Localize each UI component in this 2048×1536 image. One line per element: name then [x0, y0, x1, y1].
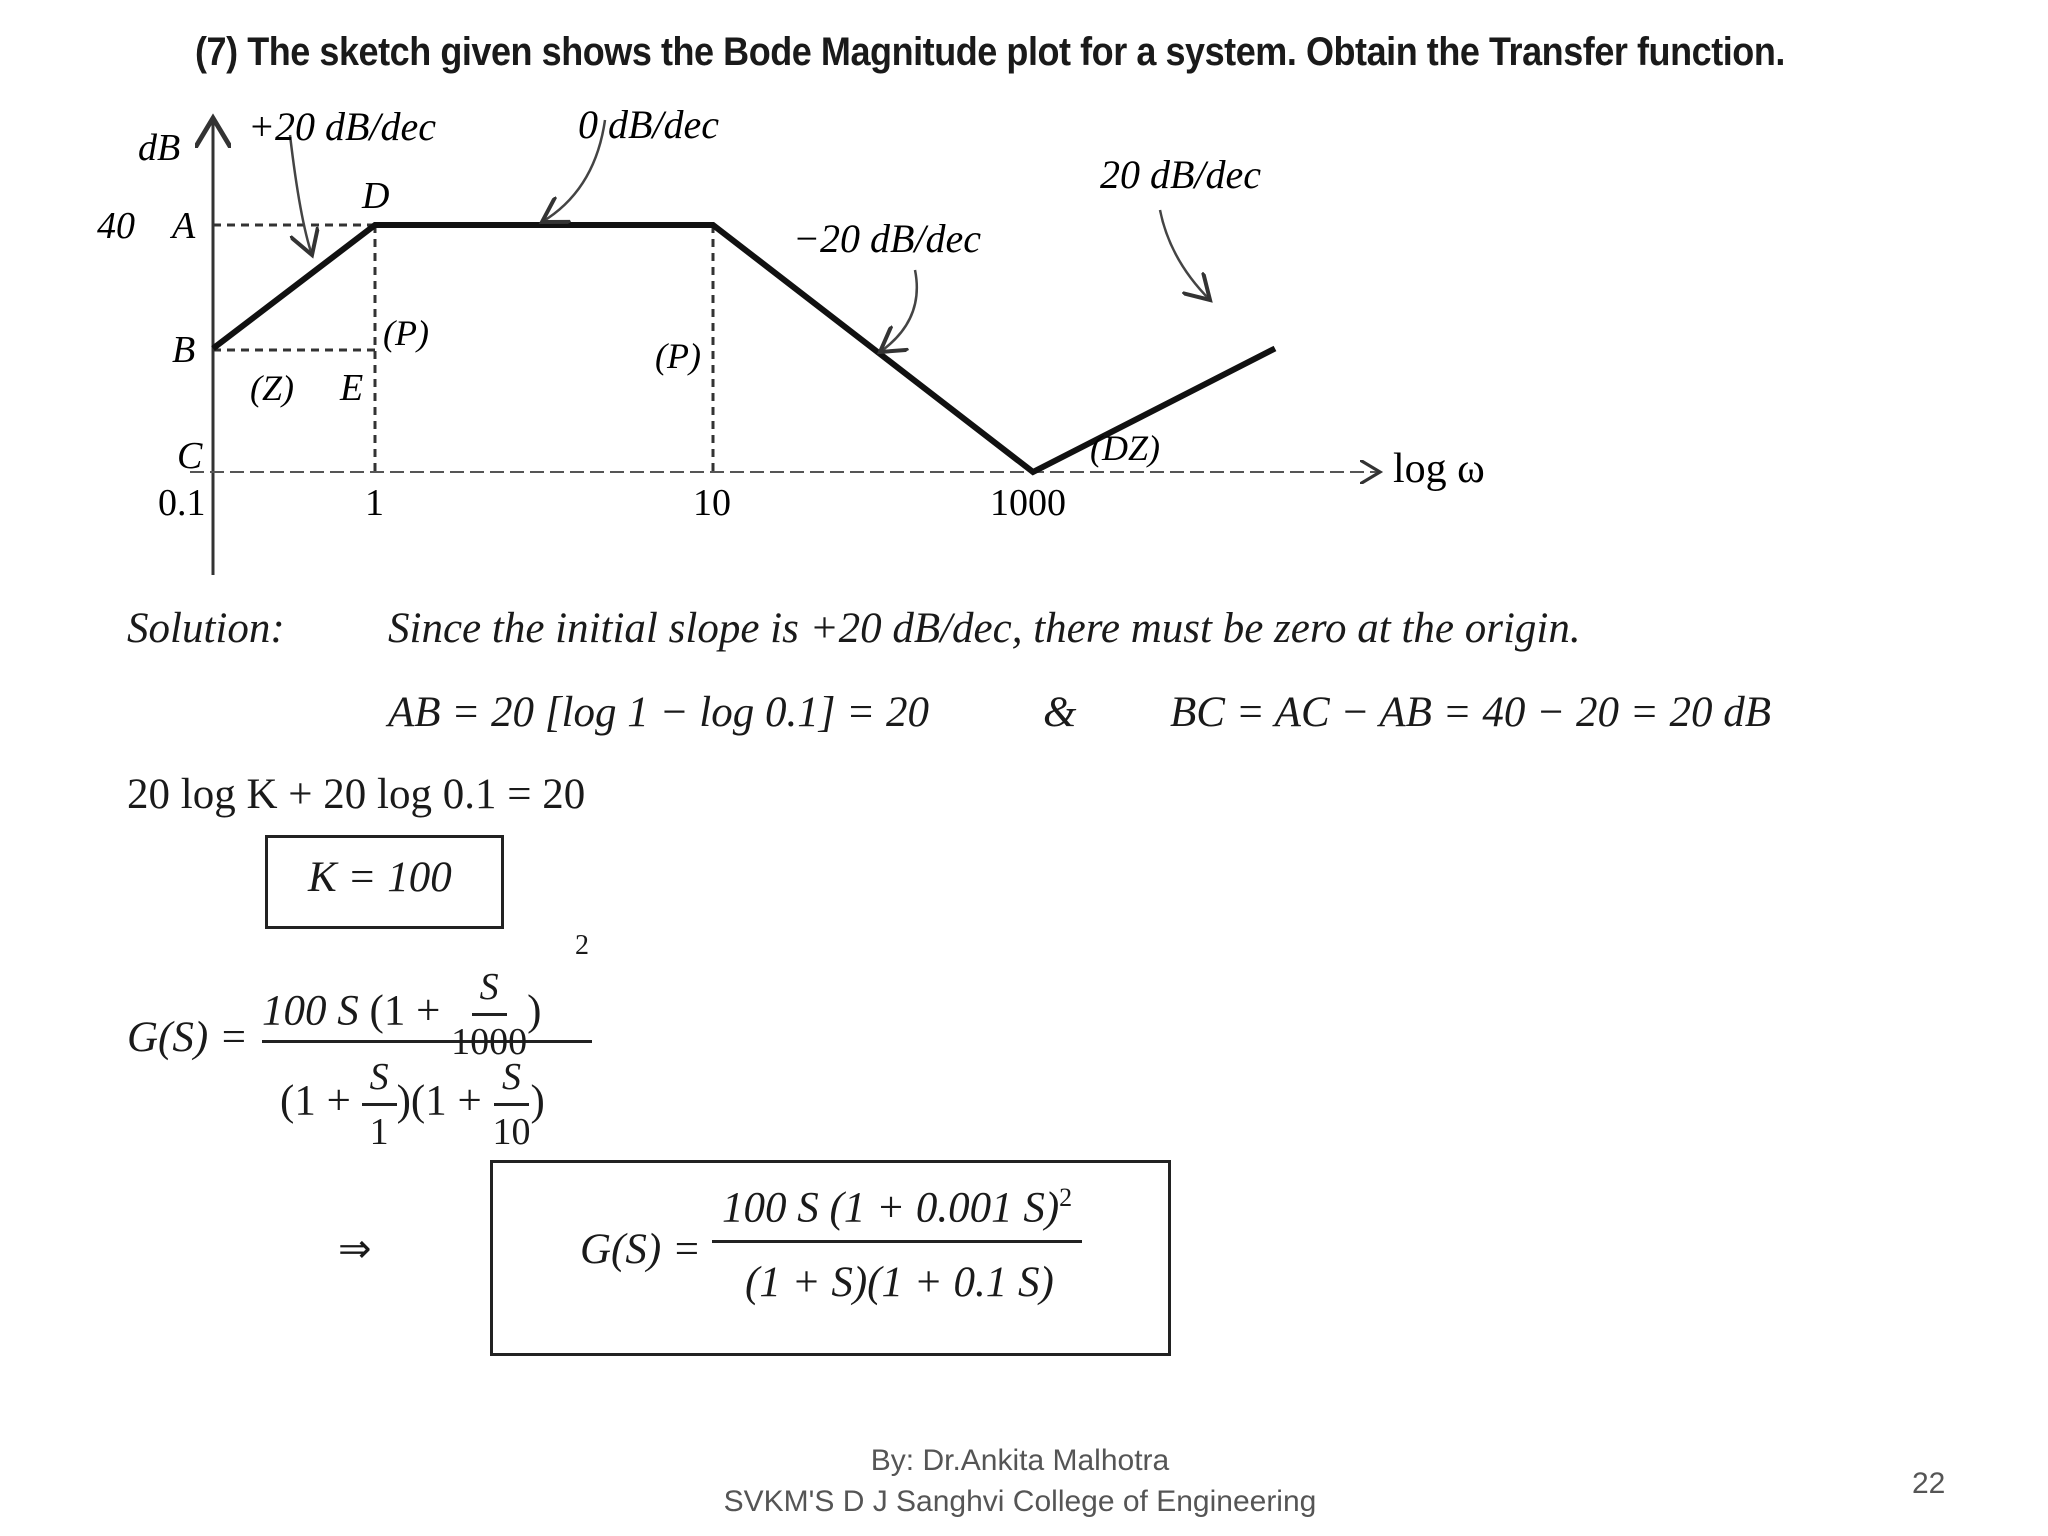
footer-college: SVKM'S D J Sanghvi College of Engineering	[723, 1485, 1317, 1518]
x-tick-0.1: 0.1	[158, 482, 206, 524]
slope-flat: 0 dB/dec	[578, 102, 720, 147]
g-den-open: (1 +	[280, 1077, 351, 1125]
point-a: A	[172, 205, 196, 247]
point-e: E	[340, 367, 364, 409]
k-result: K = 100	[308, 854, 452, 901]
y-axis-label: dB	[138, 127, 181, 169]
label-zero: (Z)	[250, 368, 294, 408]
arrow-rise	[290, 135, 312, 255]
slope-fall: −20 dB/dec	[793, 216, 982, 261]
g-num-exponent: 2	[575, 930, 589, 961]
g-num-coeff: 100 S	[262, 987, 359, 1035]
g-den-close: )	[530, 1077, 545, 1125]
g-num-frac-s: S	[472, 965, 507, 1016]
label-pole2: (P)	[655, 336, 701, 376]
g-den-frac-2-s: S	[494, 1055, 529, 1106]
ampersand: &	[1043, 689, 1077, 736]
x-tick-10: 10	[693, 482, 731, 524]
final-num-exp: 2	[1059, 1183, 1073, 1212]
g-num-open: (1 +	[369, 987, 441, 1035]
equation-k: 20 log K + 20 log 0.1 = 20	[127, 771, 586, 818]
page-number: 22	[1912, 1467, 1946, 1500]
point-c: C	[177, 435, 203, 477]
g-den-frac-2-d: 10	[492, 1111, 531, 1153]
g-numerator	[262, 965, 541, 1064]
label-pole1: (P)	[383, 313, 429, 353]
point-b: B	[172, 329, 196, 371]
question-title: (7) The sketch given shows the Bode Magnitude plot for a system. Obtain the Transfer function.	[195, 30, 1785, 74]
equation-bc: BC = AC − AB = 40 − 20 = 20 dB	[1170, 689, 1771, 736]
y-tick-40: 40	[97, 205, 135, 247]
footer-author: By: Dr.Ankita Malhotra	[870, 1444, 1170, 1477]
slope-rise: +20 dB/dec	[248, 104, 437, 149]
bode-plot	[0, 0, 2048, 620]
g-denominator	[280, 1055, 545, 1154]
final-lhs: G(S) =	[580, 1226, 701, 1273]
x-axis-label: log ω	[1393, 446, 1485, 492]
g-den-frac-2	[492, 1055, 530, 1154]
final-num-text: 100 S (1 + 0.001 S)	[722, 1184, 1060, 1232]
equation-ab: AB = 20 [log 1 − log 0.1] = 20	[388, 689, 929, 736]
arrow-fall	[880, 270, 917, 352]
slope-rise2: 20 dB/dec	[1100, 152, 1262, 197]
g-num-frac-1000: 1000	[451, 1021, 528, 1063]
g-den-frac-1-s: S	[362, 1055, 397, 1106]
point-d: D	[362, 175, 390, 217]
g-lhs: G(S) =	[127, 1014, 248, 1061]
g-num-close: )	[527, 987, 542, 1035]
g-den-mid: )(1 +	[396, 1077, 482, 1125]
x-tick-1000: 1000	[990, 482, 1066, 524]
g-num-frac	[451, 965, 527, 1064]
arrow-rise2	[1160, 210, 1210, 300]
label-double-zero: (DZ)	[1090, 428, 1160, 468]
g-den-frac-1	[362, 1055, 397, 1154]
g-den-frac-1-d: 1	[369, 1111, 389, 1153]
final-denominator: (1 + S)(1 + 0.1 S)	[745, 1259, 1054, 1306]
x-tick-1: 1	[365, 482, 384, 524]
solution-label: Solution:	[127, 605, 285, 652]
final-numerator	[712, 1183, 1082, 1243]
solution-line-1: Since the initial slope is +20 dB/dec, there must be zero at the origin.	[388, 605, 1581, 652]
implies-arrow: ⇒	[338, 1226, 372, 1271]
